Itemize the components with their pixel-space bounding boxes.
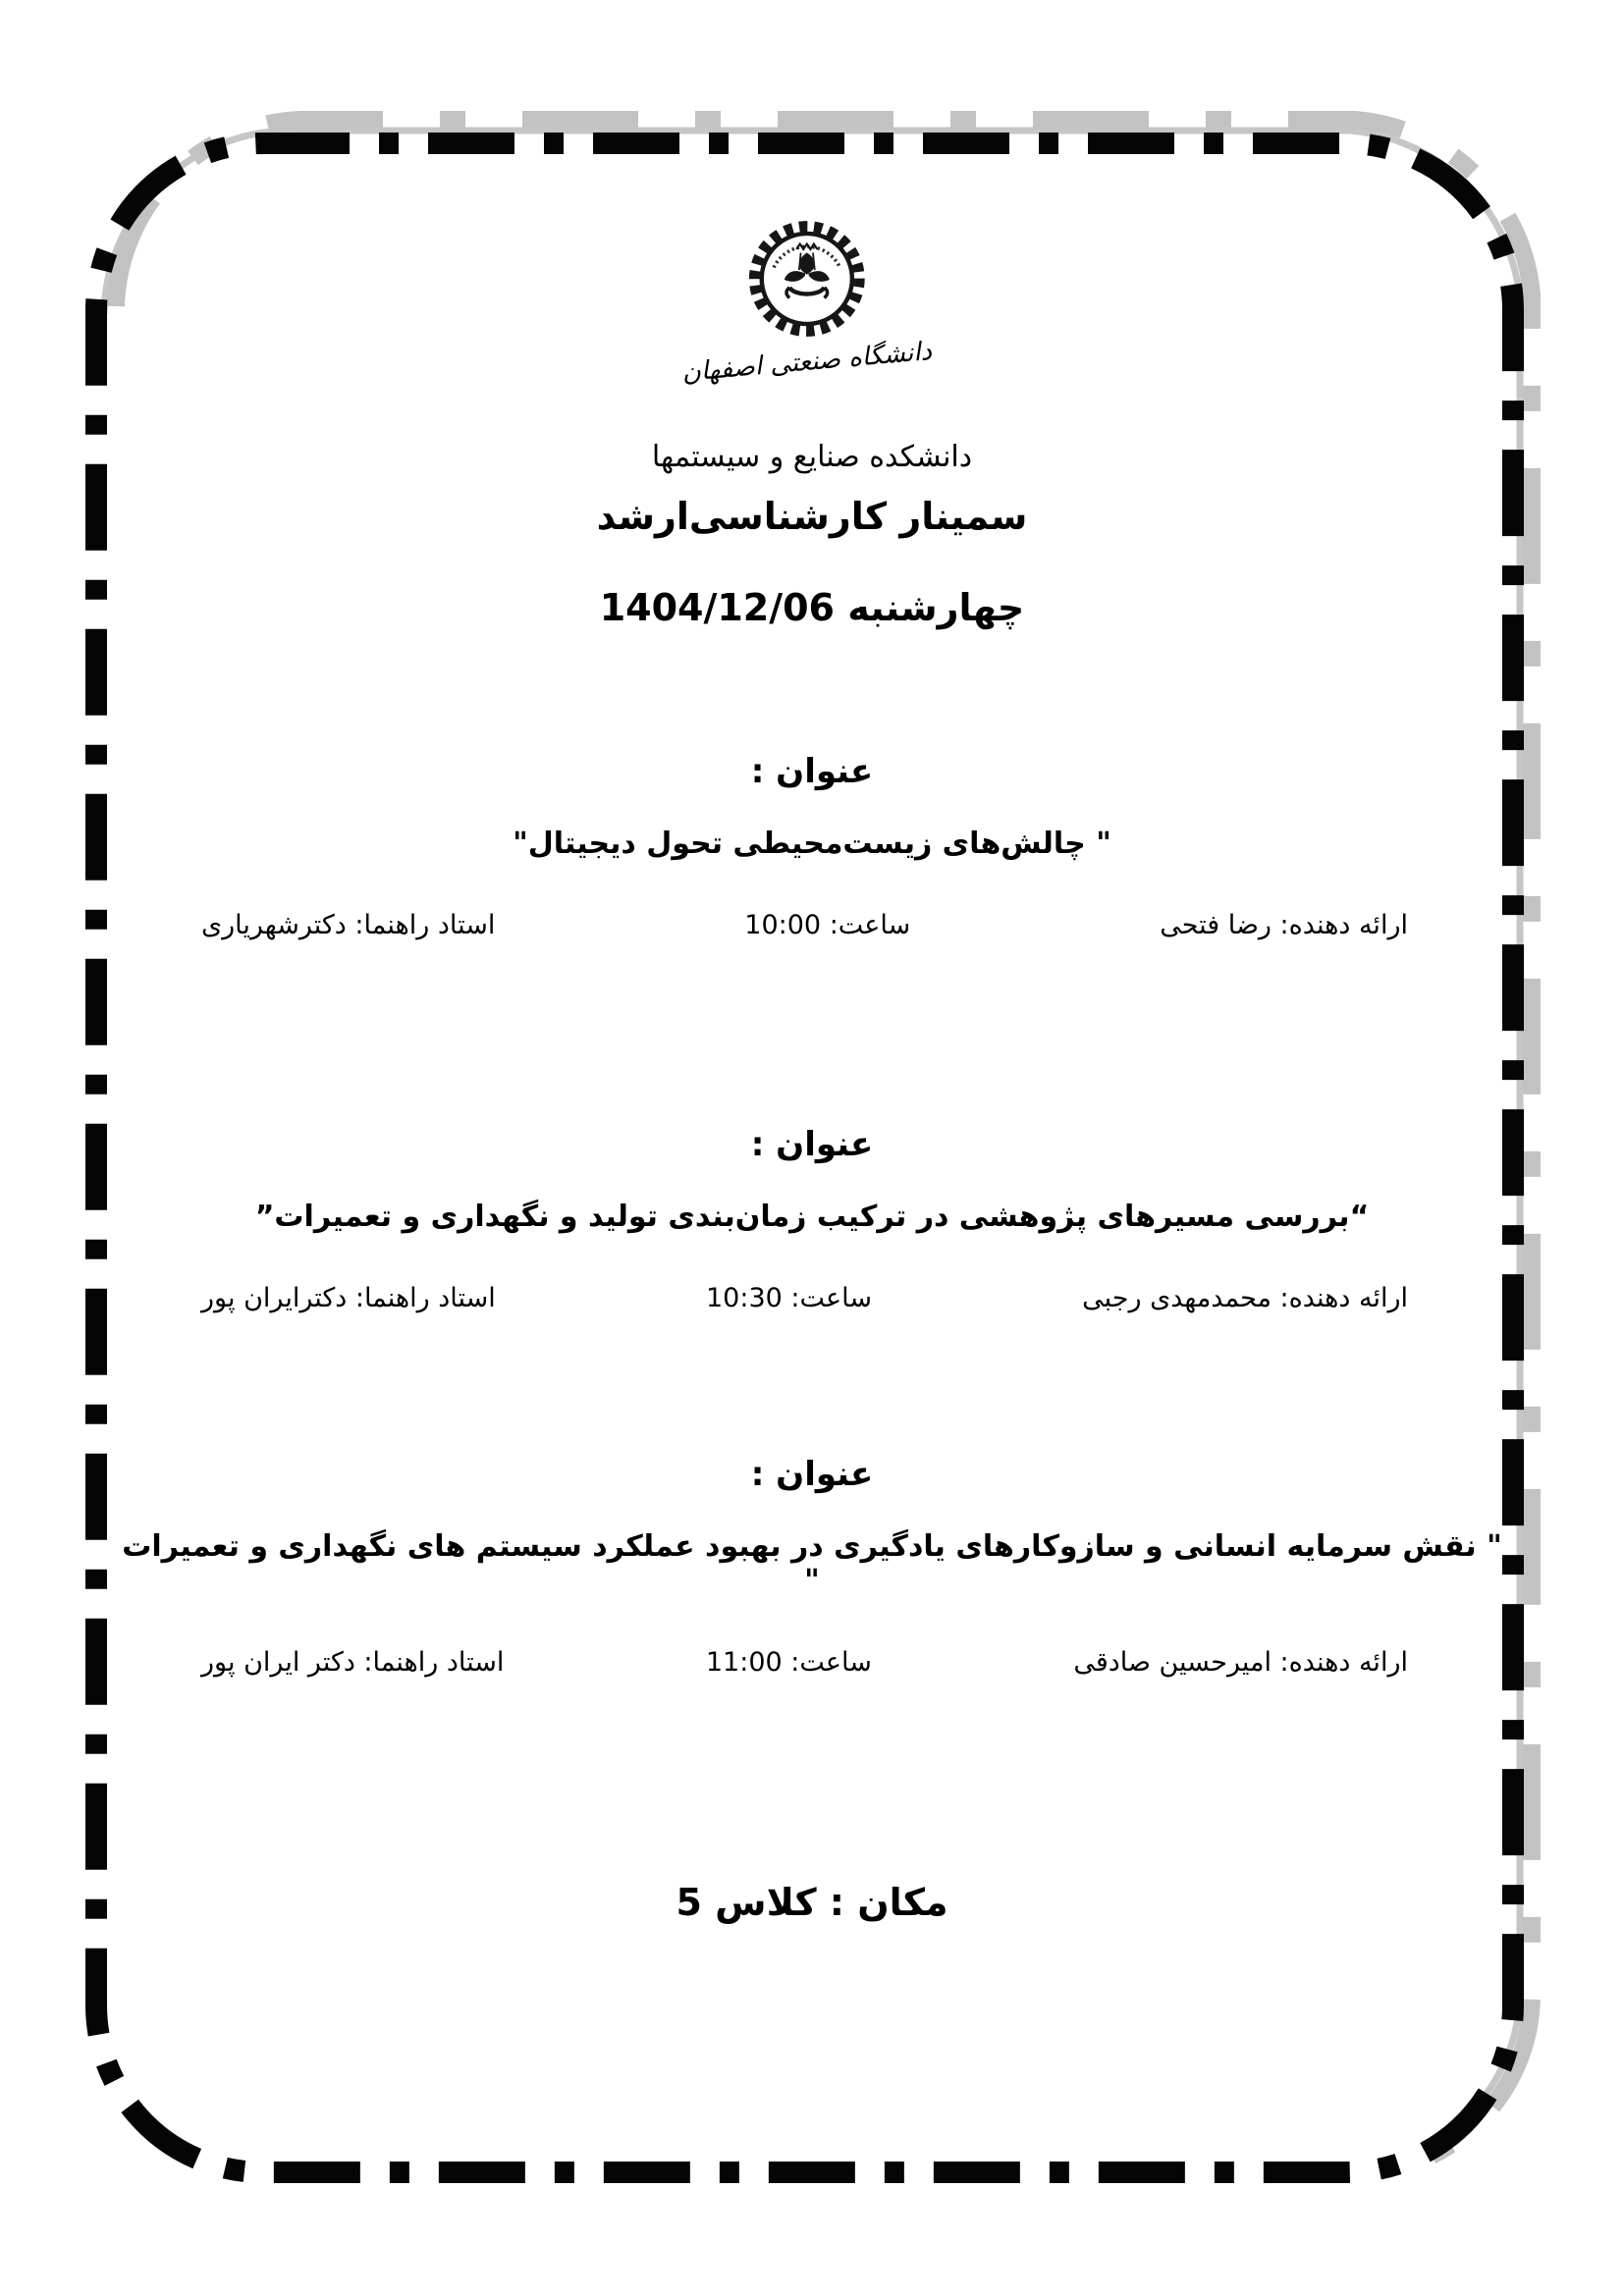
- seminar-date: چهارشنبه 1404/12/06: [599, 586, 1025, 629]
- location-line: مکان : کلاس 5: [676, 1881, 948, 1924]
- seminar-time: ساعت: 10:30: [705, 1283, 872, 1313]
- seminar-type-title: سمینار کارشناسی‌ارشد: [596, 495, 1028, 538]
- gear-emblem-icon: [746, 218, 868, 340]
- seminar-title: " چالش‌های زیست‌محیطی تحول دیجیتال": [513, 827, 1111, 861]
- title-label: عنوان :: [750, 1455, 874, 1494]
- presenter-name: ارائه دهنده: محمدمهدی رجبی: [1082, 1283, 1408, 1313]
- seminar-time: ساعت: 11:00: [705, 1647, 872, 1678]
- faculty-name: دانشکده صنایع و سیستمها: [651, 440, 973, 474]
- seminar-info-row: [0, 1647, 1624, 1678]
- university-logo: [679, 218, 935, 389]
- title-label: عنوان :: [750, 1125, 874, 1164]
- seminar-title: “بررسی مسیرهای پژوهشی در ترکیب زمان‌بندی تولید و نگهداری و تعمیرات”: [254, 1200, 1370, 1234]
- seminar-block-3: [0, 1455, 1624, 1678]
- presenter-name: ارائه دهنده: رضا فتحی: [1160, 910, 1408, 940]
- title-label: عنوان :: [750, 752, 874, 791]
- seminar-info-row: [0, 910, 1624, 940]
- seminar-time: ساعت: 10:00: [744, 910, 911, 940]
- supervisor-name: استاد راهنما: دکترایران پور: [201, 1283, 496, 1313]
- seminar-title: " نقش سرمایه انسانی و سازوکارهای یادگیری در بهبود عملکرد سیستم های نگهداری و تعمیرات ": [122, 1529, 1502, 1598]
- university-logo-caption: دانشگاه صنعتی اصفهان: [680, 336, 934, 389]
- seminar-info-row: [0, 1283, 1624, 1313]
- supervisor-name: استاد راهنما: دکترشهریاری: [201, 910, 496, 940]
- seminar-block-2: [0, 1125, 1624, 1313]
- presenter-name: ارائه دهنده: امیرحسین صادقی: [1073, 1647, 1408, 1678]
- supervisor-name: استاد راهنما: دکتر ایران پور: [201, 1647, 505, 1678]
- seminar-block-1: [0, 752, 1624, 940]
